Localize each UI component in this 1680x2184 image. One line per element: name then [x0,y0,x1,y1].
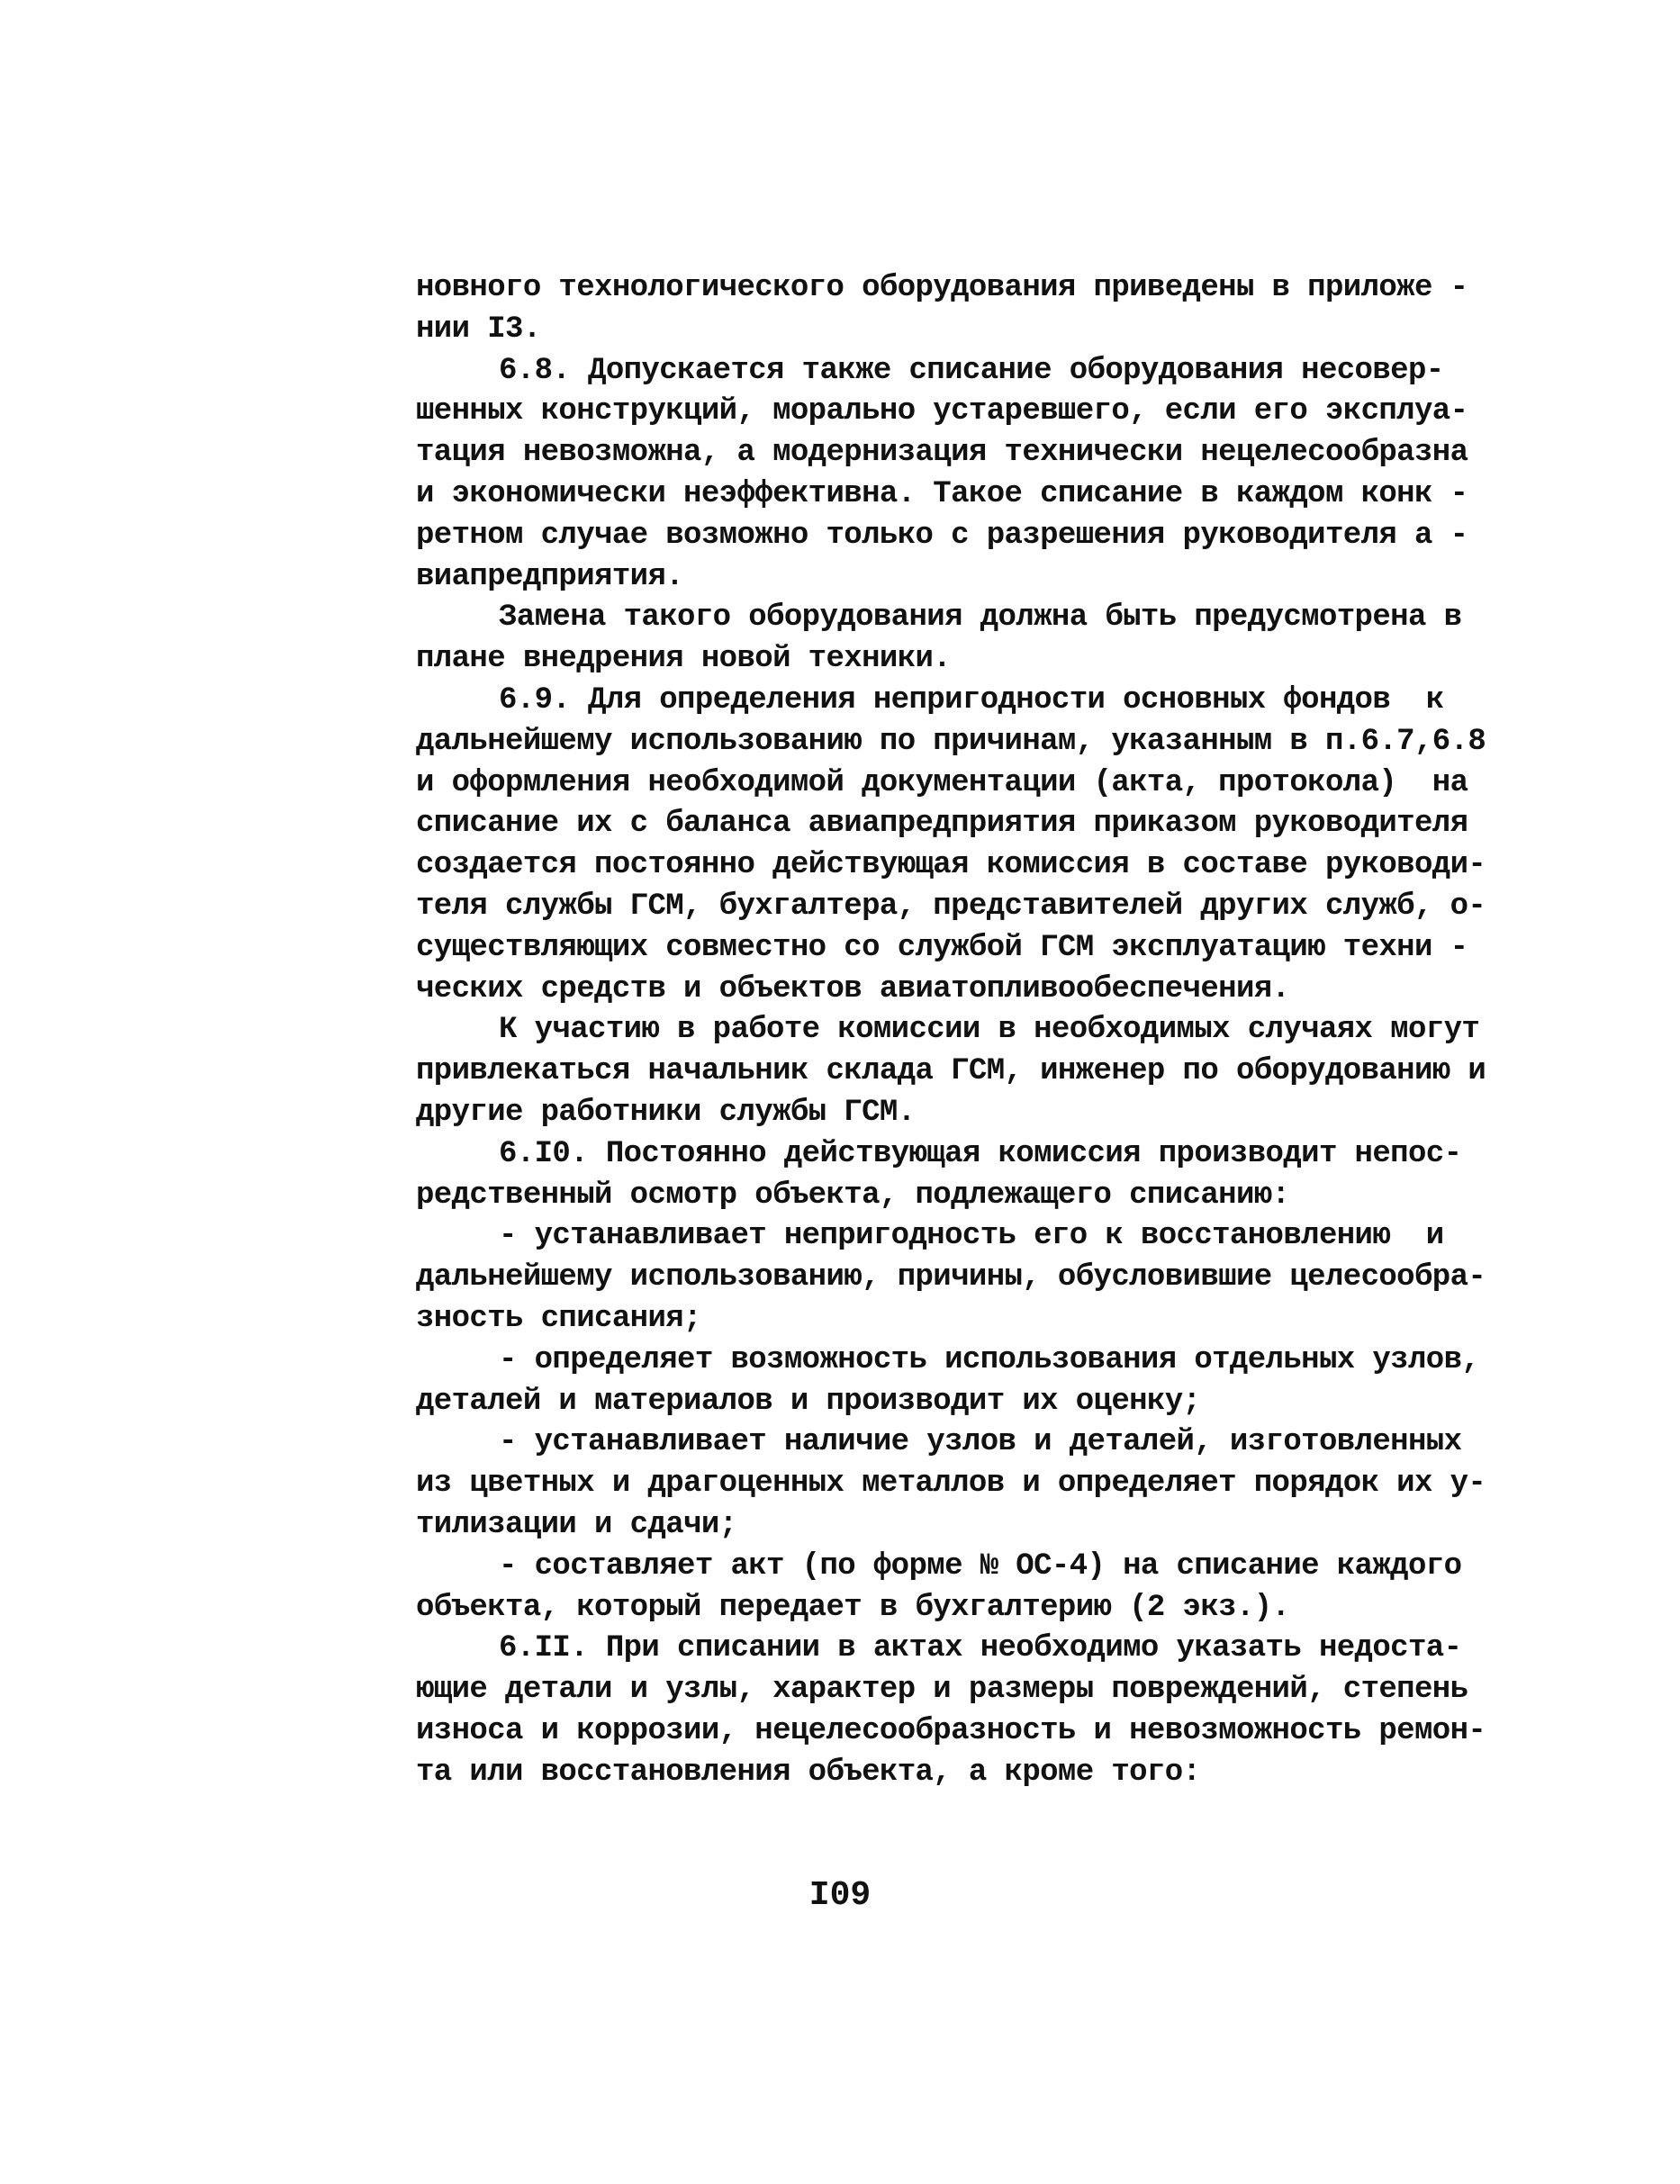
text-line: другие работники службы ГСМ. [416,1095,916,1130]
text-line: создается постоянно действующая комиссия в составе руководи- [416,848,1486,883]
text-line: - устанавливает наличие узлов и деталей, изготовленных [499,1425,1462,1460]
text-line: и экономически неэффективна. Такое списание в каждом конк - [416,476,1468,511]
text-line: нии I3. [416,311,541,347]
text-line: ческих средств и объектов авиатопливообеспечения. [416,971,1290,1006]
text-line: редственный осмотр объекта, подлежащего списанию: [416,1178,1290,1213]
text-line: зность списания; [416,1301,701,1336]
text-line: Замена такого оборудования должна быть предусмотрена в [499,600,1462,636]
text-line: объекта, который передает в бухгалтерию (2 экз.). [416,1590,1290,1625]
text-line: из цветных и драгоценных металлов и определяет порядок их у- [416,1467,1486,1502]
text-line: тация невозможна, а модернизация технически нецелесообразна [416,436,1468,471]
text-line: новного технологического оборудования приведены в приложе - [416,271,1468,305]
text-line: деталей и материалов и производит их оценку; [416,1384,1201,1419]
text-line: 6.9. Для определения непригодности основных фондов к [499,682,1444,717]
text-line: 6.I0. Постоянно действующая комиссия производит непос- [499,1136,1462,1171]
text-line: К участию в работе комиссии в необходимых случаях могут [499,1013,1480,1048]
text-line: дальнейшему использованию по причинам, указанным в п.6.7,6.8 [416,724,1486,759]
page-number: I09 [808,1876,872,1915]
text-line: - устанавливает непригодность его к восстановлению и [499,1219,1444,1254]
text-line: виапредприятия. [416,559,684,594]
text-line: 6.II. При списании в актах необходимо указать недоста- [499,1631,1462,1666]
text-line: - составляет акт (по форме № ОС-4) на списание каждого [499,1548,1462,1584]
text-line: шенных конструкций, морально устаревшего, если его эксплуа- [416,394,1468,429]
body-text [416,268,1486,1793]
text-line: та или восстановления объекта, а кроме того: [416,1755,1201,1790]
text-line: ретном случае возможно только с разрешения руководителя а - [416,518,1468,553]
text-line: плане внедрения новой техники. [416,642,952,677]
text-line: износа и коррозии, нецелесообразность и невозможность ремон- [416,1713,1486,1748]
text-line: дальнейшему использованию, причины, обусловившие целесообра- [416,1260,1486,1295]
text-line: и оформления необходимой документации (акта, протокола) на [416,765,1468,800]
text-line: теля службы ГСМ, бухгалтера, представителей других служб, о- [416,889,1486,924]
text-line: 6.8. Допускается также списание оборудования несовер- [499,353,1444,388]
text-line: - определяет возможность использования отдельных узлов, [499,1342,1480,1377]
text-line: привлекаться начальник склада ГСМ, инженер по оборудованию и [416,1054,1486,1089]
text-line: ющие детали и узлы, характер и размеры повреждений, степень [416,1673,1468,1708]
text-line: существляющих совместно со службой ГСМ эксплуатацию техни - [416,930,1468,965]
text-line: тилизации и сдачи; [416,1507,737,1542]
text-line: списание их с баланса авиапредприятия приказом руководителя [416,807,1468,842]
